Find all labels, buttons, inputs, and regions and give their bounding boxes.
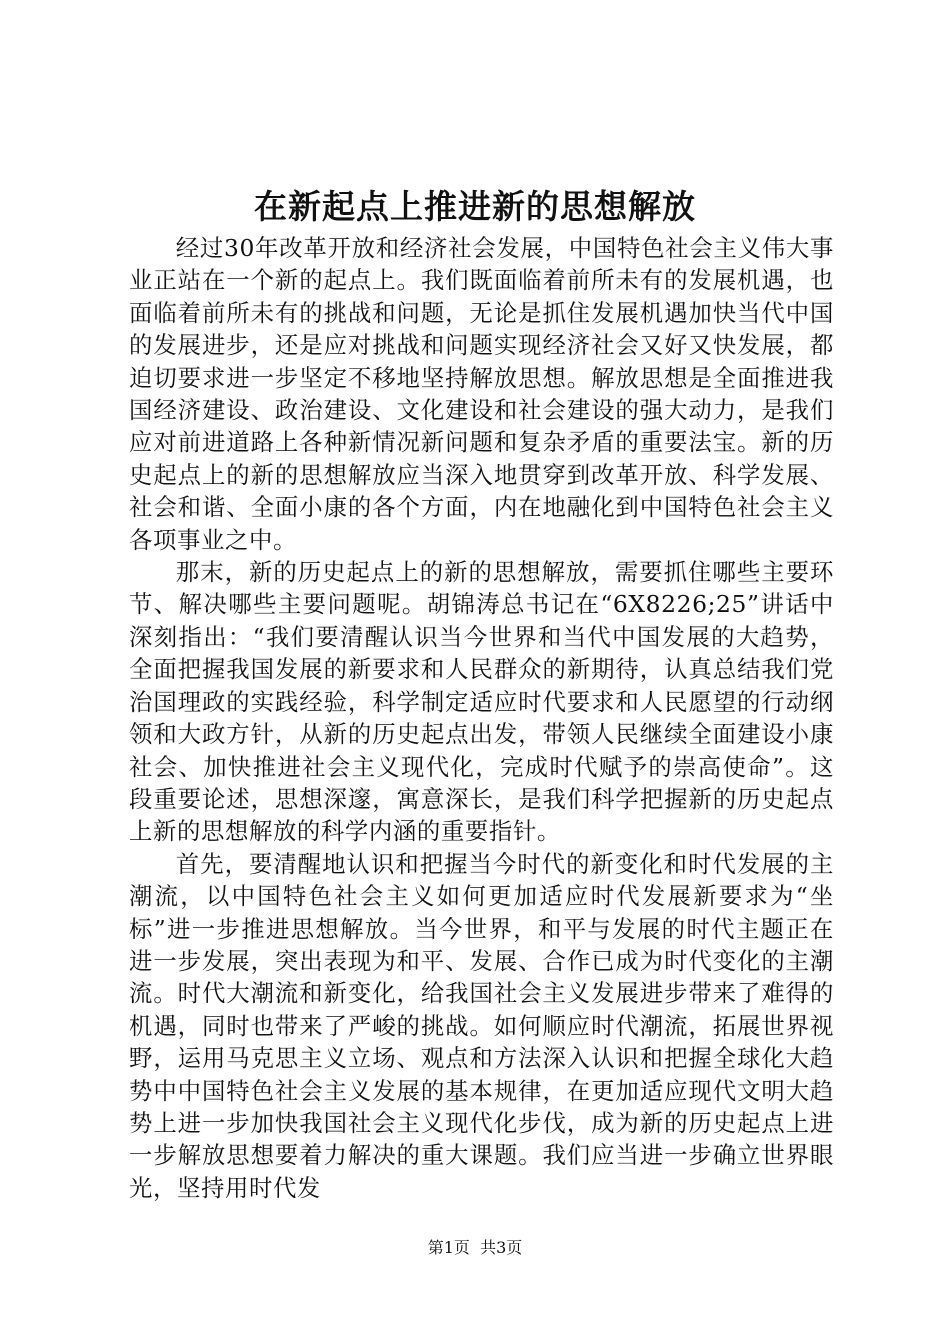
page-number-label: 第1页 共3页 xyxy=(427,1238,523,1257)
body-paragraph: 那末，新的历史起点上的新的思想解放，需要抓住哪些主要环节、解决哪些主要问题呢。胡锦涛总书记在“6X8226;25”讲话中深刻指出：“我们要清醒认识当今世界和当代中国发展的大趋势，全面把握我国发展的新要求和人民群众的新期待，认真总结我们党治国理政的实践经验，科学制定适应时代要求和人民愿望的行动纲领和大政方针，从新的历史起点出发，带领人民继续全面建设小康社会、加快推进社会主义现代化，完成时代赋予的崇高使命”。这段重要论述，思想深邃，寓意深长，是我们科学把握新的历史起点上新的思想解放的科学内涵的重要指针。 xyxy=(129,558,834,846)
document-title: 在新起点上推进新的思想解放 xyxy=(254,187,696,226)
body-paragraph: 经过30年改革开放和经济社会发展，中国特色社会主义伟大事业正站在一个新的起点上。我们既面临着前所未有的发展机遇，也面临着前所未有的挑战和问题，无论是抓住发展机遇加快当代中国的发展进步，还是应对挑战和问题实现经济社会又好又快发展，都迫切要求进一步坚定不移地坚持解放思想。解放思想是全面推进我国经济建设、政治建设、文化建设和社会建设的强大动力，是我们应对前进道路上各种新情况新问题和复杂矛盾的重要法宝。新的历史起点上的新的思想解放应当深入地贯穿到改革开放、科学发展、社会和谐、全面小康的各个方面，内在地融化到中国特色社会主义各项事业之中。 xyxy=(129,234,834,554)
body-paragraph: 首先，要清醒地认识和把握当今时代的新变化和时代发展的主潮流，以中国特色社会主义如何更加适应时代发展新要求为“坐标”进一步推进思想解放。当今世界，和平与发展的时代主题正在进一步发展，突出表现为和平、发展、合作已成为时代变化的主潮流。时代大潮流和新变化，给我国社会主义发展进步带来了难得的机遇，同时也带来了严峻的挑战。如何顺应时代潮流，拓展世界视野，运用马克思主义立场、观点和方法深入认识和把握全球化大趋势中中国特色社会主义发展的基本规律，在更加适应现代文明大趋势上进一步加快我国社会主义现代化步伐，成为新的历史起点上进一步解放思想要着力解决的重大课题。我们应当进一步确立世界眼光，坚持用时代发 xyxy=(129,849,834,1202)
document-body xyxy=(129,232,834,1204)
page-footer xyxy=(0,1236,950,1260)
